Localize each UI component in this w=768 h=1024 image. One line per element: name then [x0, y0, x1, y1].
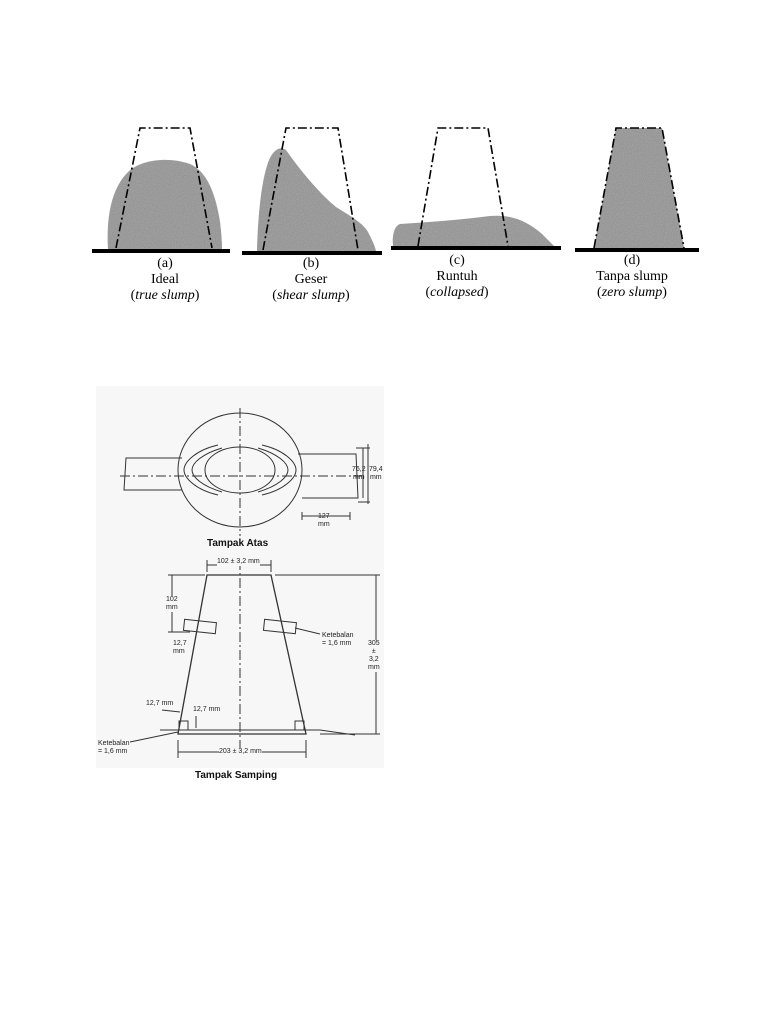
thickness-leader-left — [130, 732, 178, 742]
dim-top-label: 102 ± 3,2 mm — [217, 558, 260, 565]
dim-foot-b-label: 12,7 mm — [193, 706, 221, 713]
dim-handle-length-label: 127 mm — [318, 513, 330, 528]
dim-handle-outer-label: 79,4 mm — [369, 466, 383, 481]
foot-right — [295, 721, 304, 730]
caption-a-letter: (a) — [157, 256, 173, 271]
left-handle — [124, 458, 182, 490]
caption-c-term-line: (collapsed) — [425, 285, 489, 300]
side-view-drawing — [130, 560, 380, 758]
caption-c-term: collapsed — [430, 285, 484, 300]
top-view-drawing — [120, 408, 370, 536]
caption-c-letter: (c) — [449, 253, 465, 268]
caption-d-name: Tanpa slump — [596, 269, 668, 284]
caption-d-letter: (d) — [623, 253, 641, 268]
caption-b-term-line: (shear slump) — [272, 288, 350, 303]
thickness-leader-right — [295, 628, 320, 634]
dim-foot-a-line — [162, 710, 180, 712]
side-view-title: Tampak Samping — [195, 770, 278, 781]
dim-handle-inner-label: 76,2 mm — [352, 466, 366, 481]
thickness-right-label: Ketebalan = 1,6 mm — [322, 632, 354, 647]
caption-a-term-line: (true slump) — [130, 288, 200, 303]
top-view-title: Tampak Atas — [207, 538, 269, 549]
dim-bottom-label: 203 ± 3,2 mm — [219, 748, 262, 755]
caption-b-name: Geser — [294, 272, 328, 287]
caption-a-name: Ideal — [151, 272, 179, 287]
dim-handle-size-label: 12,7 mm — [173, 640, 187, 655]
handle-right — [263, 619, 296, 633]
caption-b-letter: (b) — [302, 256, 320, 271]
caption-d-term: zero slump — [601, 285, 663, 300]
caption-b-term: shear slump — [276, 288, 346, 303]
caption-a-term: true slump — [135, 288, 195, 303]
dim-foot-a-label: 12,7 mm — [146, 700, 174, 707]
handle-left — [183, 619, 216, 633]
caption-c-name: Runtuh — [436, 269, 478, 284]
dim-height-label: 305 ± 3,2 mm — [368, 640, 380, 671]
dim-handle-height-label: 102 mm — [166, 596, 178, 611]
thickness-left-label: Ketebalan = 1,6 mm — [98, 740, 130, 755]
caption-d-term-line: (zero slump) — [597, 285, 667, 300]
